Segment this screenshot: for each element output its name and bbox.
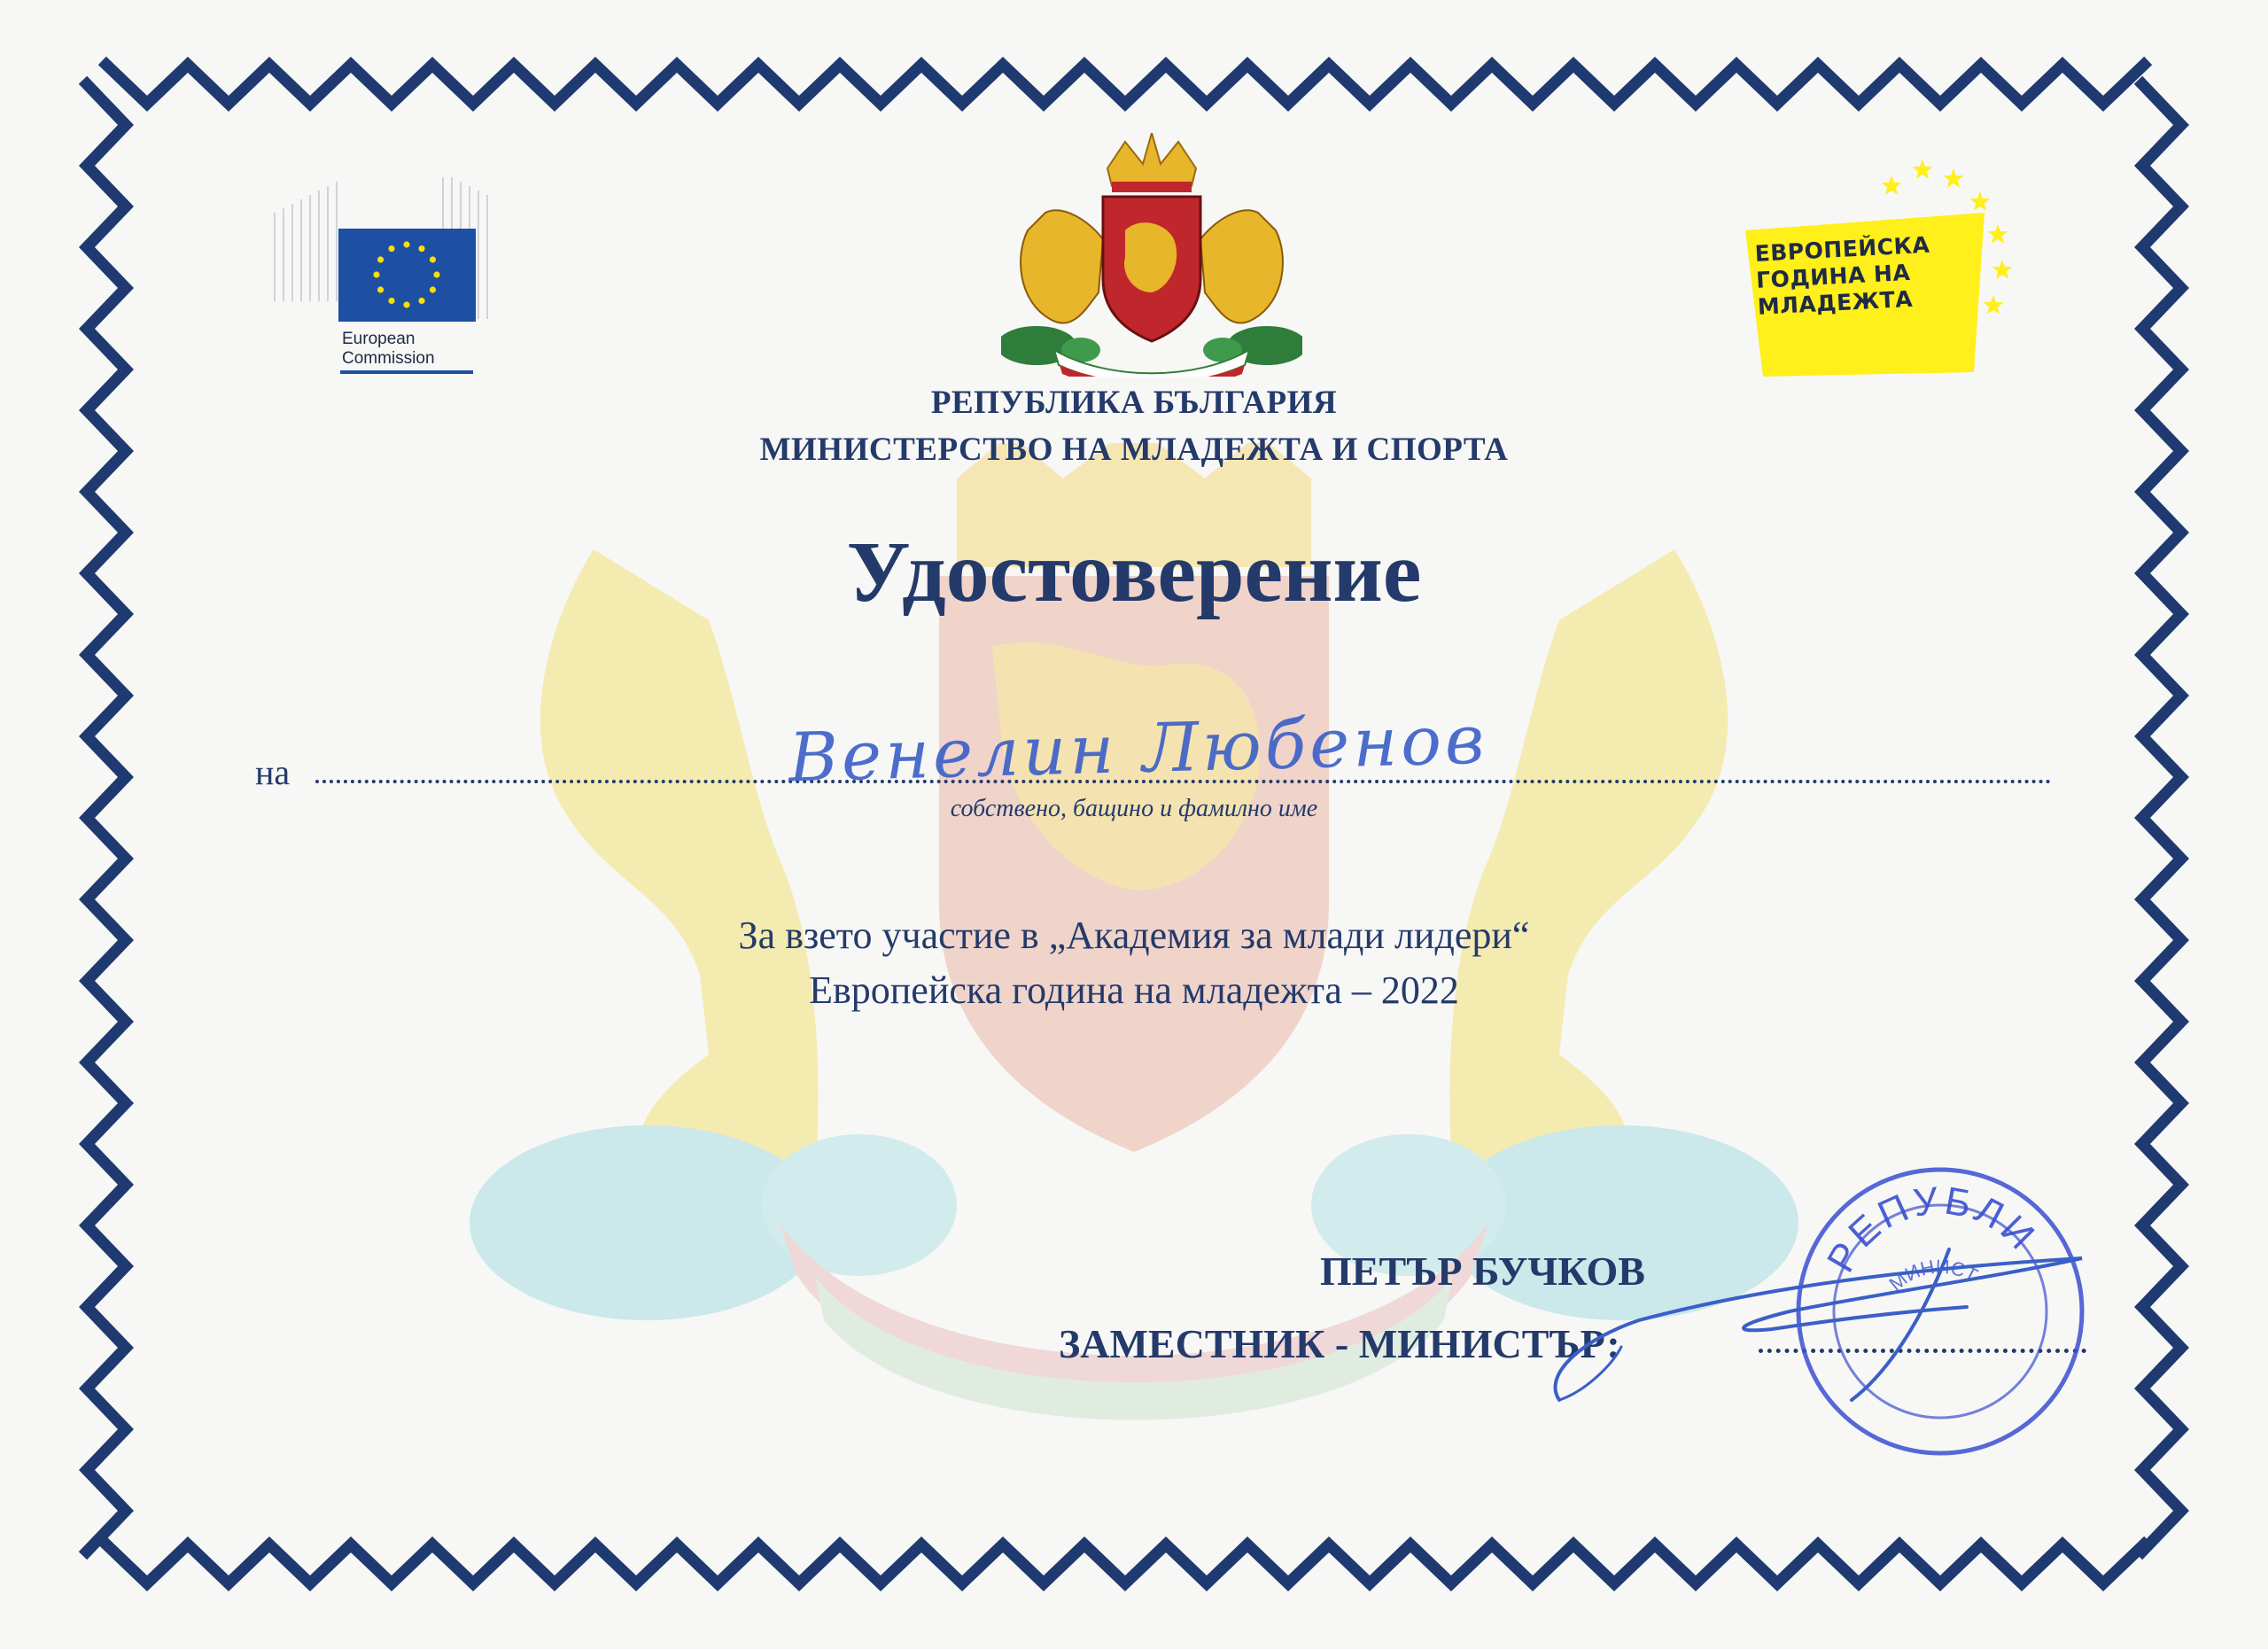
eu-star-icon — [377, 286, 384, 292]
eu-star-icon — [403, 241, 409, 247]
ec-line1: European — [342, 330, 416, 348]
ec-line2: Commission — [342, 349, 435, 368]
eu-star-icon — [388, 298, 394, 304]
eyy-star-icon — [1988, 224, 2008, 244]
eu-star-icon — [377, 256, 384, 262]
recipient-caption: собствено, бащино и фамилно име — [950, 795, 1318, 822]
eyy-star-icon — [1992, 260, 2013, 279]
border-zigzag-segment — [106, 65, 2144, 104]
eu-star-icon — [418, 245, 424, 252]
eyy-star-icon — [1913, 159, 1933, 179]
year-line: Европейска година на младежта – 2022 — [809, 968, 1459, 1012]
ministry-heading: МИНИСТЕРСТВО НА МЛАДЕЖТА И СПОРТА — [759, 432, 1509, 468]
eu-star-icon — [388, 245, 394, 252]
eu-star-icon — [403, 301, 409, 307]
border-zigzag-segment — [106, 1544, 2144, 1583]
stamp-text-top: РЕПУБЛИ — [1818, 1178, 2046, 1280]
european-commission-logo — [266, 168, 496, 381]
stamp-text-inner: МИНИСТ — [1884, 1255, 1982, 1295]
eu-star-icon — [430, 286, 436, 292]
eyy-star-icon — [1882, 175, 1902, 195]
recipient-handwritten-name: Венелин Любенов — [787, 699, 1489, 797]
republic-heading: РЕПУБЛИКА БЪЛГАРИЯ — [930, 385, 1338, 421]
eyy-star-icon — [1970, 191, 1991, 211]
eyy-logo-text: ЕВРОПЕЙСКА ГОДИНА НА МЛАДЕЖТА — [1754, 231, 1931, 320]
handwritten-signature — [1506, 1214, 2126, 1427]
bulgarian-coat-of-arms-icon — [1001, 133, 1302, 377]
recipient-prefix: на — [255, 752, 291, 792]
eu-star-icon — [433, 271, 439, 277]
eyy-star-icon — [1944, 168, 1964, 188]
signer-position: ЗАМЕСТНИК - МИНИСТЪР: — [1059, 1321, 1620, 1366]
signer-name: ПЕТЪР БУЧКОВ — [1320, 1248, 1645, 1294]
participation-line: За взето участие в „Академия за млади лидери“ — [738, 914, 1530, 957]
eu-star-icon — [430, 256, 436, 262]
certificate-title: Удостоверение — [846, 525, 1422, 620]
eu-star-icon — [373, 271, 379, 277]
eu-star-icon — [418, 298, 424, 304]
